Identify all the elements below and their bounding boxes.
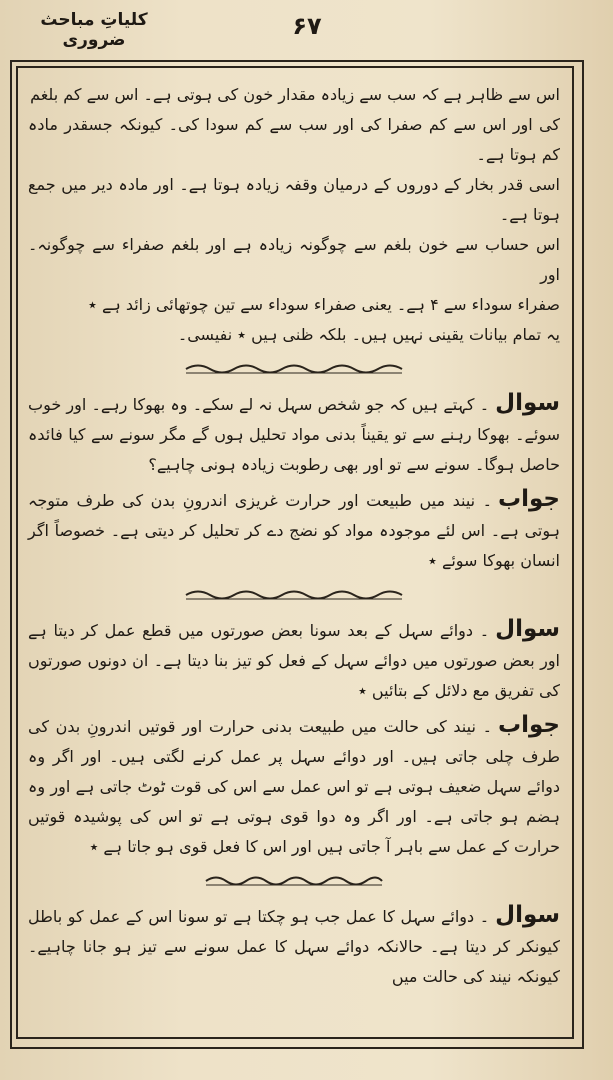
question-paragraph [28,614,560,706]
question-text: ۔ کہتے ہیں کہ جو شخص سہل نہ لے سکے۔ وہ بھوکا رہے۔ اور خوب سوئے۔ بھوکا رہنے سے تو یقیناً بدنی مواد تحلیل ہوں گے مگر سونے سے کیا فائدہ حاصل ہوگا۔ سونے سے تو اور بھی رطوبت زیادہ ہونی چاہیے؟ [28,395,560,474]
answer-paragraph [28,484,560,576]
running-title: کلیاتِ مباحث ضروری [40,10,148,50]
answer-paragraph [28,710,560,862]
intro-line: یہ تمام بیانات یقینی نہیں ہیں۔ بلکہ ظنی ہیں ٭ نفیسی۔ [177,325,560,344]
question-text: ۔ دوائے سہل کے بعد سونا بعض صورتوں میں قطع عمل کر دیتا ہے اور بعض صورتوں میں دوائے سہل کے فعل کو تیز بنا دیتا ہے۔ ان دونوں صورتوں کی تفریق مع دلائل کے بتائیں ٭ [28,621,560,700]
qa-block-2 [28,614,560,862]
intro-paragraph [28,80,560,350]
answer-label: جواب [498,486,560,512]
answer-text: ۔ نیند کی حالت میں طبیعت بدنی حرارت اور قوتیں اندرونِ بدن کی طرف چلی جاتی ہیں۔ اور دوائے سہل پر عمل کرنے لگتی ہیں۔ اور اگر وہ دوائے سہل ضعیف ہوتی ہے تو اس عمل سے اس کی قوت ٹوٹ جاتی ہے اور وہ ہضم ہو جاتی ہے۔ اور اگر وہ دوا قوی ہوتی ہے تو اس کی پوشیدہ قوتیں حرارت کے عمل سے باہر آ جاتی ہیں اور اس کا فعل قوی ہو جاتا ہے ٭ [28,717,560,856]
question-paragraph [28,388,560,480]
qa-block-1 [28,388,560,576]
intro-line: اس سے ظاہر ہے کہ سب سے زیادہ مقدار خون کی ہوتی ہے۔ اس سے کم بلغم [30,85,560,104]
page-body [28,80,560,1030]
ornamental-divider [28,356,560,382]
intro-line: کی اور اس سے کم صفرا کی اور سب سے کم سودا کی۔ کیونکہ جسقدر مادہ کم ہوتا ہے۔ [28,115,560,164]
question-text: ۔ دوائے سہل کا عمل جب ہو چکتا ہے تو سونا اس کے عمل کو باطل کیونکر کر دیتا ہے۔ حالانکہ دوائے سہل کا عمل سونے سے تیز ہو جانا چاہیے۔ کیونکہ نیند کی حالت میں [28,907,560,986]
answer-label: جواب [498,712,560,738]
question-label: سوال [495,390,560,416]
question-paragraph [28,900,560,992]
intro-line: اس حساب سے خون بلغم سے چوگونہ زیادہ ہے اور بلغم صفراء سے چوگونہ۔ اور [28,235,560,284]
question-label: سوال [495,616,560,642]
ornamental-divider [28,582,560,608]
question-label: سوال [495,902,560,928]
page-number: ۶۷ [292,12,322,40]
ornamental-divider [28,868,560,894]
qa-block-3 [28,900,560,992]
answer-text: ۔ نیند میں طبیعت اور حرارت غریزی اندرونِ بدن کی طرف متوجہ ہوتی ہے۔ اس لئے موجودہ مواد کو نضج دے کر تحلیل کر دیتی ہے۔ خصوصاً اگر انسان بھوکا سوئے ٭ [28,491,560,570]
intro-line: اسی قدر بخار کے دوروں کے درمیان وقفہ زیادہ ہوتا ہے۔ اور مادہ دیر میں جمع ہوتا ہے۔ [28,175,560,224]
intro-line: صفراء سوداء سے ۴ ہے۔ یعنی صفراء سوداء سے تین چوتھائی زائد ہے ٭ [88,295,560,314]
